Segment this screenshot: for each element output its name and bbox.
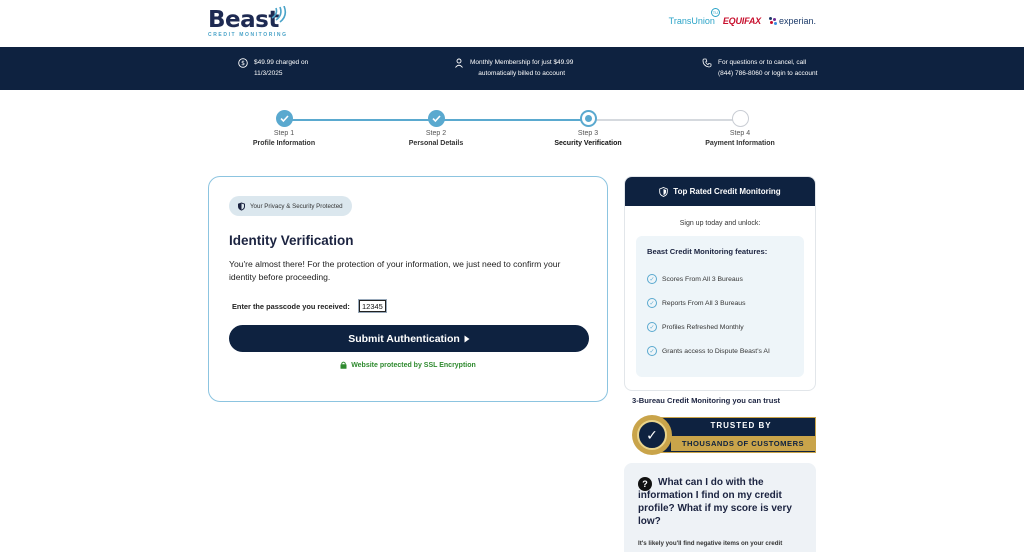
membership-info — [454, 57, 573, 79]
charge-info — [238, 57, 308, 79]
charge-date-text: 11/3/2025 — [254, 70, 283, 77]
passcode-input[interactable] — [359, 300, 386, 312]
experian-logo: experian. — [769, 16, 816, 26]
step-label: Personal Details — [408, 140, 464, 147]
membership-price-text: Monthly Membership for just $49.99 — [470, 59, 574, 66]
list-item — [647, 291, 793, 315]
check-circle-icon: ✓ — [647, 322, 657, 332]
passcode-label: Enter the passcode you received: — [232, 302, 350, 311]
billing-info-bar — [0, 47, 1024, 90]
features-list-title: Beast Credit Monitoring features: — [647, 247, 768, 256]
step-number: Step 2 — [425, 130, 447, 137]
list-item — [647, 339, 793, 363]
beast-logo[interactable] — [208, 8, 288, 38]
feature-label: Reports From All 3 Bureaus — [662, 299, 746, 307]
badge-top-text: TRUSTED BY — [710, 421, 772, 430]
question-icon: ? — [638, 477, 652, 491]
step-label: Profile Information — [252, 140, 316, 147]
faq-question: What can I do with the information I find on my credit profile? What if my score is very low? — [638, 477, 792, 527]
badge-bottom-text: THOUSANDS OF CUSTOMERS — [671, 436, 815, 451]
ssl-note — [209, 361, 607, 369]
step-number: Step 1 — [273, 130, 295, 137]
check-icon — [276, 110, 293, 127]
user-icon — [454, 58, 464, 68]
features-card — [624, 176, 816, 391]
transunion-mark-icon: TU — [712, 10, 719, 15]
svg-text:$: $ — [241, 60, 245, 68]
feature-label: Profiles Refreshed Monthly — [662, 323, 744, 331]
seal-icon — [632, 415, 672, 455]
trusted-badge — [632, 415, 816, 455]
step-number: Step 3 — [577, 130, 599, 137]
feature-label: Grants access to Dispute Beast's AI — [662, 347, 770, 355]
privacy-badge-text: Your Privacy & Security Protected — [250, 202, 343, 210]
membership-billing-text: automatically billed to account — [478, 70, 566, 77]
current-step-dot-icon — [580, 110, 597, 127]
identity-verification-card — [208, 176, 608, 402]
step-label: Security Verification — [554, 140, 622, 147]
contact-info — [702, 57, 817, 79]
list-item — [647, 315, 793, 339]
faq-card — [624, 463, 816, 552]
check-icon: ✓ — [637, 420, 667, 450]
step-personal-details — [376, 110, 496, 147]
features-card-subtitle: Sign up today and unlock: — [679, 220, 761, 227]
contact-phone-link[interactable]: (844) 786-8060 or login to account — [718, 70, 818, 77]
equifax-logo: EQUIFAX — [722, 16, 761, 26]
features-card-title: Top Rated Credit Monitoring — [673, 187, 781, 196]
lock-icon — [340, 361, 347, 369]
step-profile-information — [224, 110, 344, 147]
feature-label: Scores From All 3 Bureaus — [662, 275, 743, 283]
step-number: Step 4 — [729, 130, 751, 137]
submit-authentication-button[interactable] — [229, 325, 589, 352]
shield-icon — [237, 202, 246, 211]
contact-text: For questions or to cancel, call — [718, 59, 807, 66]
step-payment-information — [680, 110, 800, 147]
features-card-header — [625, 177, 815, 206]
transunion-logo: TransUnion TU — [668, 10, 719, 26]
logo-wordmark: Beast — [208, 7, 279, 33]
list-item — [647, 267, 793, 291]
check-circle-icon: ✓ — [647, 298, 657, 308]
play-arrow-icon — [464, 335, 470, 343]
privacy-badge — [229, 196, 352, 216]
step-label: Payment Information — [705, 140, 775, 147]
features-list — [636, 236, 804, 377]
site-header — [0, 0, 1024, 47]
check-circle-icon: ✓ — [647, 274, 657, 284]
verification-description: You're almost there! For the protection of your information, we just need to confirm your identity before proceeding. — [229, 259, 561, 282]
progress-steps — [0, 110, 1024, 155]
shield-icon — [659, 187, 668, 197]
signal-waves-icon — [270, 6, 290, 26]
dollar-circle-icon — [238, 58, 248, 68]
empty-step-circle-icon — [732, 110, 749, 127]
ssl-note-text: Website protected by SSL Encryption — [351, 361, 476, 369]
bureau-logos — [668, 10, 816, 26]
check-icon — [428, 110, 445, 127]
phone-icon — [702, 58, 712, 68]
faq-answer: It's likely you'll find negative items on your credit — [638, 540, 783, 547]
step-security-verification — [528, 110, 648, 147]
trust-caption: 3-Bureau Credit Monitoring you can trust — [632, 396, 781, 405]
trusted-banner — [652, 417, 816, 453]
page-title: Identity Verification — [229, 233, 354, 248]
charge-amount-text: $49.99 charged on — [254, 59, 309, 66]
logo-tagline: CREDIT MONITORING — [208, 32, 288, 38]
submit-button-label: Submit Authentication — [348, 332, 460, 345]
experian-dots-icon — [769, 17, 777, 25]
check-circle-icon: ✓ — [647, 346, 657, 356]
